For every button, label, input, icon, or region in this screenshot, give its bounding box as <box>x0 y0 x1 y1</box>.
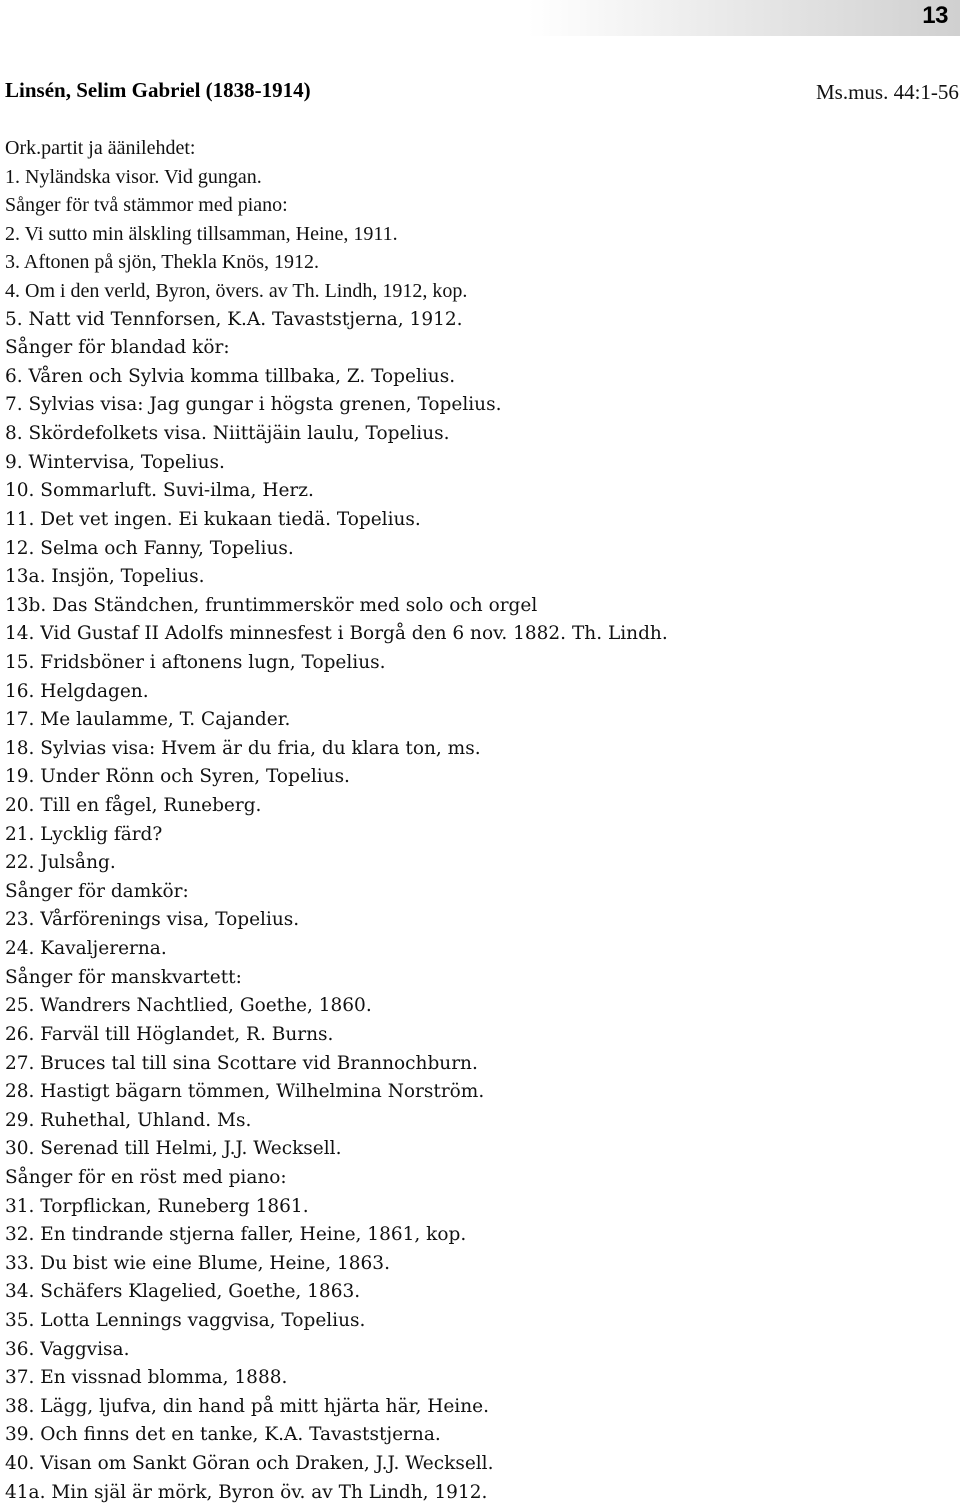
list-item: 3. Aftonen på sjön, Thekla Knös, 1912. <box>5 251 320 274</box>
list-item: 25. Wandrers Nachtlied, Goethe, 1860. <box>5 995 372 1017</box>
list-item: 37. En vissnad blomma, 1888. <box>5 1367 288 1389</box>
list-item: 1. Nyländska visor. Vid gungan. <box>5 165 262 188</box>
list-item: 20. Till en fågel, Runeberg. <box>5 795 262 817</box>
list-item: 11. Det vet ingen. Ei kukaan tiedä. Topelius. <box>5 508 421 530</box>
section-heading: Sånger för blandad kör: <box>5 337 230 359</box>
list-item: 22. Julsång. <box>5 852 116 874</box>
list-item: 27. Bruces tal till sina Scottare vid Brannochburn. <box>5 1052 478 1074</box>
section-heading: Sånger för en röst med piano: <box>5 1166 287 1188</box>
list-item: 32. En tindrande stjerna faller, Heine, 1861, kop. <box>5 1224 467 1246</box>
entry-list <box>5 134 668 1507</box>
list-item: 15. Fridsböner i aftonens lugn, Topelius. <box>5 651 386 673</box>
list-item: 14. Vid Gustaf II Adolfs minnesfest i Borgå den 6 nov. 1882. Th. Lindh. <box>5 623 668 645</box>
list-item: 34. Schäfers Klagelied, Goethe, 1863. <box>5 1281 361 1303</box>
list-item: 17. Me laulamme, T. Cajander. <box>5 709 291 731</box>
list-item: 41a. Min själ är mörk, Byron öv. av Th Lindh, 1912. <box>5 1481 488 1503</box>
list-item: 31. Torpflickan, Runeberg 1861. <box>5 1195 309 1217</box>
list-item: 12. Selma och Fanny, Topelius. <box>5 537 294 559</box>
list-item: 7. Sylvias visa: Jag gungar i högsta grenen, Topelius. <box>5 394 502 416</box>
list-item: 28. Hastigt bägarn tömmen, Wilhelmina Norström. <box>5 1081 485 1103</box>
list-item: 40. Visan om Sankt Göran och Draken, J.J. Wecksell. <box>5 1453 494 1475</box>
list-item: 36. Vaggvisa. <box>5 1338 130 1360</box>
list-item: 8. Skördefolkets visa. Niittäjäin laulu, Topelius. <box>5 423 450 445</box>
list-item: 19. Under Rönn och Syren, Topelius. <box>5 766 350 788</box>
document-title: Linsén, Selim Gabriel (1838-1914) <box>5 78 311 102</box>
list-item: 24. Kavaljererna. <box>5 938 167 960</box>
list-item: 21. Lycklig färd? <box>5 823 163 845</box>
page-number: 13 <box>922 2 948 29</box>
list-item: 18. Sylvias visa: Hvem är du fria, du klara ton, ms. <box>5 737 481 759</box>
list-item: 2. Vi sutto min älskling tillsamman, Heine, 1911. <box>5 222 398 245</box>
list-item: 30. Serenad till Helmi, J.J. Wecksell. <box>5 1138 342 1160</box>
list-item: 13b. Das Ständchen, fruntimmerskör med solo och orgel <box>5 594 538 616</box>
list-item: 6. Våren och Sylvia komma tillbaka, Z. Topelius. <box>5 365 456 387</box>
list-item: 35. Lotta Lennings vaggvisa, Topelius. <box>5 1309 366 1331</box>
list-item: 38. Lägg, ljufva, din hand på mitt hjärta här, Heine. <box>5 1395 489 1417</box>
section-heading: Sånger för damkör: <box>5 880 189 902</box>
list-item: 33. Du bist wie eine Blume, Heine, 1863. <box>5 1252 390 1274</box>
section-heading: Sånger för manskvartett: <box>5 966 242 988</box>
list-item: 23. Vårförenings visa, Topelius. <box>5 909 300 931</box>
list-item: 26. Farväl till Höglandet, R. Burns. <box>5 1023 334 1045</box>
list-item: 4. Om i den verld, Byron, övers. av Th. Lindh, 1912, kop. <box>5 280 468 303</box>
shelfmark: Ms.mus. 44:1-56 <box>816 80 959 104</box>
list-item: 9. Wintervisa, Topelius. <box>5 451 225 473</box>
section-heading: Sånger för två stämmor med piano: <box>5 194 288 217</box>
list-item: 13a. Insjön, Topelius. <box>5 566 205 588</box>
list-item: 16. Helgdagen. <box>5 680 149 702</box>
page-header-bar <box>0 0 960 36</box>
list-item: 39. Och finns det en tanke, K.A. Tavaststjerna. <box>5 1424 441 1446</box>
section-heading: Ork.partit ja äänilehdet: <box>5 137 196 159</box>
list-item: 5. Natt vid Tennforsen, K.A. Tavaststjerna, 1912. <box>5 308 463 330</box>
list-item: 10. Sommarluft. Suvi-ilma, Herz. <box>5 480 314 502</box>
list-item: 29. Ruhethal, Uhland. Ms. <box>5 1109 252 1131</box>
